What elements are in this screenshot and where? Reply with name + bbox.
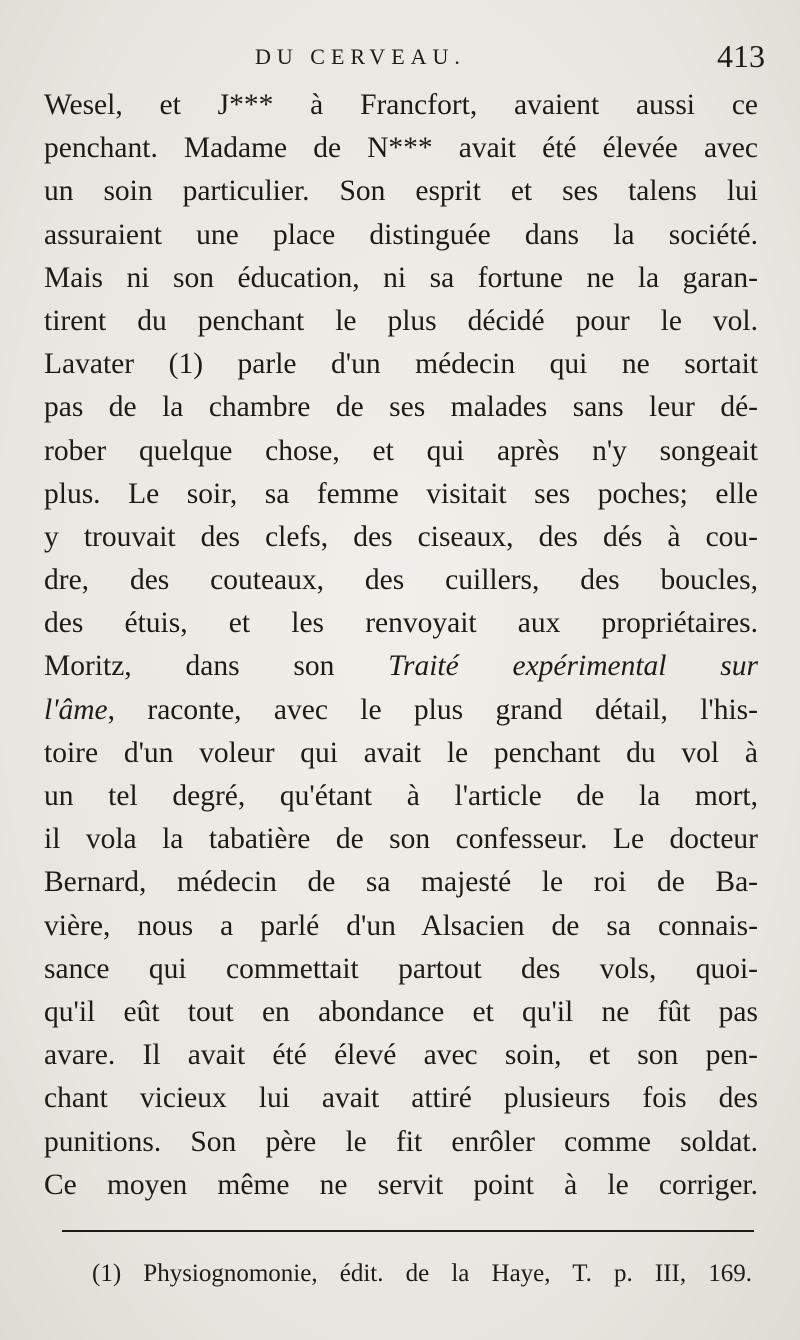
text-line: pas de la chambre de ses malades sans leur dé-	[44, 391, 758, 424]
text-line: avare. Il avait été élevé avec soin, et son pen-	[44, 1039, 758, 1072]
text-line: un soin particulier. Son esprit et ses talens lui	[44, 175, 758, 208]
text-line: il vola la tabatière de son confesseur. Le docteur	[44, 823, 758, 856]
text-line: tirent du penchant le plus décidé pour le vol.	[44, 304, 758, 337]
italic-title: l'âme	[44, 693, 108, 726]
italic-title: Traité expérimental sur	[388, 650, 759, 683]
footnote: (1) Physiognomonie, édit. de la Haye, T. p. III, 169.	[92, 1260, 752, 1287]
text-line: y trouvait des clefs, des ciseaux, des dés à cou-	[44, 520, 758, 553]
text-line: des étuis, et les renvoyait aux propriétaires.	[44, 607, 758, 640]
text-line: sance qui commettait partout des vols, quoi-	[44, 952, 758, 985]
page-header	[40, 38, 765, 82]
footnote-divider	[62, 1230, 754, 1232]
running-head: DU CERVEAU.	[255, 44, 466, 69]
text-line: un tel degré, qu'étant à l'article de la mort,	[44, 780, 758, 812]
text-line: vière, nous a parlé d'un Alsacien de sa connais-	[44, 909, 758, 942]
text-segment: , raconte, avec le plus grand détail, l'his-	[107, 693, 758, 726]
text-line: Mais ni son éducation, ni sa fortune ne la garan-	[44, 261, 758, 294]
text-line: dre, des couteaux, des cuillers, des boucles,	[44, 564, 758, 597]
text-line: assuraient une place distinguée dans la société.	[44, 218, 758, 251]
text-line: plus. Le soir, sa femme visitait ses poches; elle	[44, 477, 758, 510]
body-text	[44, 84, 758, 1207]
text-line: qu'il eût tout en abondance et qu'il ne fût pas	[44, 995, 758, 1028]
text-line-mixed	[44, 689, 758, 732]
text-line-mixed	[44, 645, 758, 688]
text-line: toire d'un voleur qui avait le penchant du vol à	[44, 736, 758, 769]
text-line: Wesel, et J*** à Francfort, avaient aussi ce	[44, 89, 758, 121]
text-line: Ce moyen même ne servit point à le corriger.	[44, 1168, 758, 1201]
text-segment: Moritz, dans son	[44, 650, 335, 683]
page-number: 413	[717, 38, 765, 74]
text-line: Bernard, médecin de sa majesté le roi de Ba-	[44, 866, 758, 899]
text-line: punitions. Son père le fit enrôler comme soldat.	[44, 1125, 758, 1158]
text-line: penchant. Madame de N*** avait été élevée avec	[44, 132, 758, 165]
text-line: Lavater (1) parle d'un médecin qui ne sortait	[44, 348, 758, 381]
text-line: chant vicieux lui avait attiré plusieurs fois des	[44, 1082, 758, 1115]
text-line: rober quelque chose, et qui après n'y songeait	[44, 434, 758, 467]
